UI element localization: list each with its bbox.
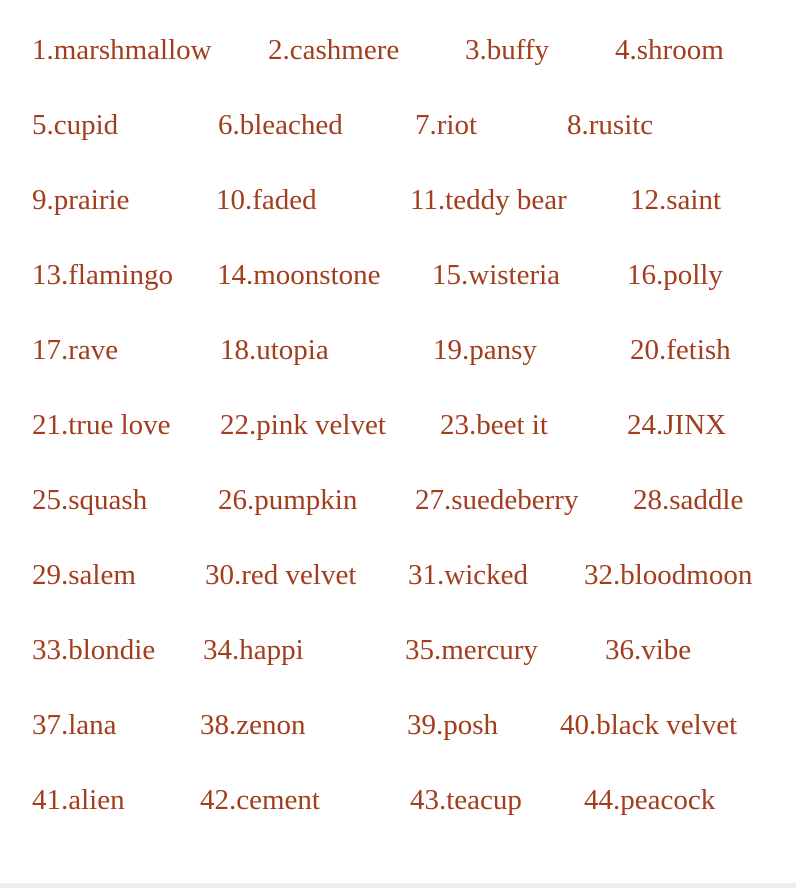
list-row xyxy=(0,555,796,595)
list-item: 8.rusitc xyxy=(567,109,654,141)
list-item: 1.marshmallow xyxy=(32,34,212,66)
list-item: 36.vibe xyxy=(605,634,692,666)
bottom-divider xyxy=(0,883,796,888)
list-row xyxy=(0,630,796,670)
list-item: 22.pink velvet xyxy=(220,409,386,441)
list-row xyxy=(0,405,796,445)
list-row xyxy=(0,255,796,295)
list-item: 13.flamingo xyxy=(32,259,173,291)
list-item: 43.teacup xyxy=(410,784,522,816)
list-item: 25.squash xyxy=(32,484,148,516)
list-item: 20.fetish xyxy=(630,334,731,366)
list-item: 12.saint xyxy=(630,184,722,216)
list-item: 29.salem xyxy=(32,559,136,591)
list-row xyxy=(0,180,796,220)
list-item: 11.teddy bear xyxy=(410,184,567,216)
list-item: 32.bloodmoon xyxy=(584,559,753,591)
list-item: 17.rave xyxy=(32,334,119,366)
list-row xyxy=(0,330,796,370)
list-item: 26.pumpkin xyxy=(218,484,358,516)
list-item: 30.red velvet xyxy=(205,559,357,591)
list-item: 7.riot xyxy=(415,109,478,141)
list-item: 40.black velvet xyxy=(560,709,738,741)
list-item: 37.lana xyxy=(32,709,117,741)
list-row xyxy=(0,705,796,745)
list-item: 18.utopia xyxy=(220,334,329,366)
list-item: 14.moonstone xyxy=(217,259,381,291)
list-item: 23.beet it xyxy=(440,409,548,441)
list-item: 24.JINX xyxy=(627,409,727,441)
list-item: 35.mercury xyxy=(405,634,538,666)
list-item: 44.peacock xyxy=(584,784,716,816)
list-item: 41.alien xyxy=(32,784,125,816)
list-item: 27.suedeberry xyxy=(415,484,579,516)
list-item: 3.buffy xyxy=(465,34,550,66)
list-item: 9.prairie xyxy=(32,184,130,216)
list-item: 21.true love xyxy=(32,409,171,441)
list-item: 34.happi xyxy=(203,634,304,666)
list-row xyxy=(0,780,796,820)
list-item: 19.pansy xyxy=(433,334,537,366)
list-item: 2.cashmere xyxy=(268,34,400,66)
list-item: 4.shroom xyxy=(615,34,724,66)
list-item: 16.polly xyxy=(627,259,723,291)
list-item: 31.wicked xyxy=(408,559,528,591)
list-item: 15.wisteria xyxy=(432,259,561,291)
list-row xyxy=(0,105,796,145)
list-item: 38.zenon xyxy=(200,709,306,741)
list-row xyxy=(0,30,796,70)
list-item: 6.bleached xyxy=(218,109,343,141)
list-item: 10.faded xyxy=(216,184,317,216)
list-item: 33.blondie xyxy=(32,634,156,666)
list-item: 42.cement xyxy=(200,784,320,816)
list-row xyxy=(0,480,796,520)
list-item: 39.posh xyxy=(407,709,499,741)
list-item: 28.saddle xyxy=(633,484,744,516)
list-item: 5.cupid xyxy=(32,109,119,141)
